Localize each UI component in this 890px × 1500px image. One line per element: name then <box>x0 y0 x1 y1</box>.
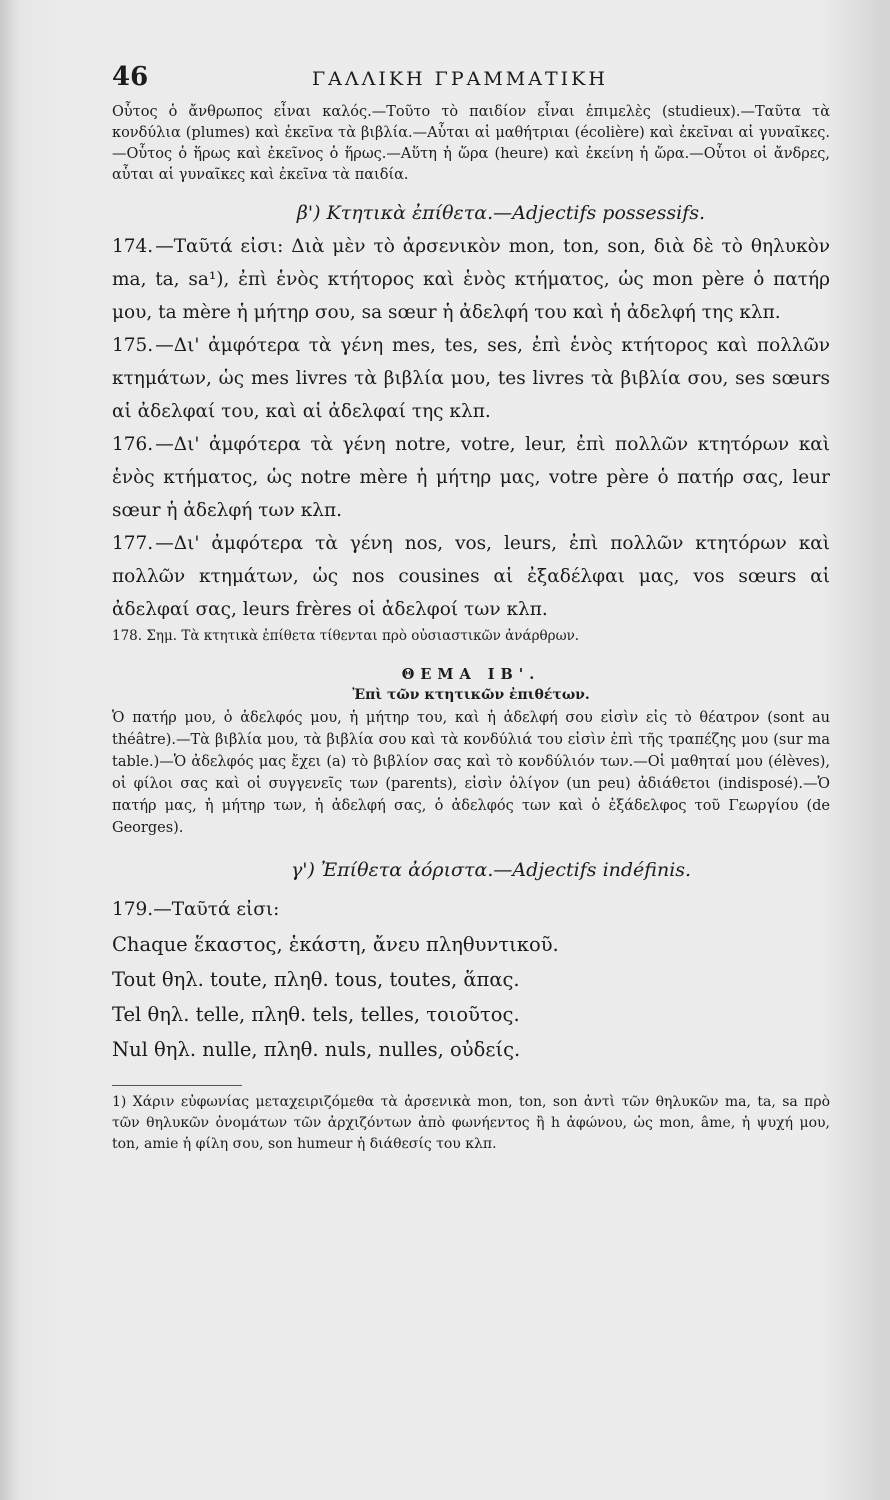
paragraph-text: —Δι' ἀμφότερα τὰ γένη nos, vos, leurs, ἐπὶ πολλῶν κτητόρων καὶ πολλῶν κτημάτων, ὡς nos cousines αἱ ἐξαδέλφαι μας, vos sœurs αἱ ἀδελφαί σας, leurs frères οἱ ἀδελφοί των κλπ. <box>112 533 830 620</box>
paragraph-text: —Δι' ἀμφότερα τὰ γένη mes, tes, ses, ἐπὶ ἑνὸς κτήτορος καὶ πολλῶν κτημάτων, ὡς mes livres τὰ βιβλία μου, tes livres τὰ βιβλία σου, ses sœurs αἱ ἀδελφαί του, καὶ αἱ ἀδελφαί της κλπ. <box>112 335 830 422</box>
paragraph-179 <box>112 893 830 927</box>
exercise-title: ΘΕΜΑ ΙΒ'. <box>401 666 541 683</box>
footnote-divider <box>112 1085 242 1086</box>
page-header <box>112 62 830 92</box>
list-item: Tel θηλ. telle, πληθ. tels, telles, τοιοῦτος. <box>112 1003 520 1026</box>
paragraph-176 <box>112 428 830 527</box>
paragraph-number: 175. <box>112 335 154 356</box>
paragraph-number: 177. <box>112 533 154 554</box>
paragraph-number: 176. <box>112 434 154 455</box>
paragraph-175 <box>112 329 830 428</box>
paragraph-177 <box>112 527 830 626</box>
list-item: Tout θηλ. toute, πληθ. tous, toutes, ἅπας. <box>112 968 520 991</box>
running-title: ΓΑΛΛΙΚΗ ΓΡΑΜΜΑΤΙΚΗ <box>312 68 608 90</box>
paragraph-text: —Ταῦτά εἰσι: Διὰ μὲν τὸ ἀρσενικὸν mon, ton, son, διὰ δὲ τὸ θηλυκὸν ma, ta, sa¹), ἐπὶ ἑνὸς κτήτορος καὶ ἑνὸς κτήματος, ὡς mon père ὁ πατήρ μου, ta mère ἡ μήτηρ σου, sa sœur ἡ ἀδελφή του καὶ ἡ ἀδελφή της κλπ. <box>112 236 830 323</box>
page-number: 46 <box>112 62 149 92</box>
exercise-subtitle: Ἐπὶ τῶν κτητικῶν ἐπιθέτων. <box>352 687 590 703</box>
note-178: 178. Σημ. Τὰ κτητικὰ ἐπίθετα τίθενται πρὸ οὐσιαστικῶν ἀνάρθρων. <box>112 628 580 644</box>
paragraph-text: —Δι' ἀμφότερα τὰ γένη notre, votre, leur, ἐπὶ πολλῶν κτητόρων καὶ ἑνὸς κτήματος, ὡς notre mère ἡ μήτηρ μας, votre père ὁ πατήρ σας, leur sœur ἡ ἀδελφή των κλπ. <box>112 434 830 521</box>
paragraph-number: 179. <box>112 899 154 920</box>
footnote: 1) Χάριν εὐφωνίας μεταχειριζόμεθα τὰ ἀρσενικὰ mon, ton, son ἀντὶ τῶν θηλυκῶν ma, ta, sa πρὸ τῶν θηλυκῶν ὀνομάτων τῶν ἀρχιζόντων ἀπὸ φωνήεντος ἢ h ἀφώνου, ὡς mon, âme, ἡ ψυχή μου, ton, amie ἡ φίλη σου, son humeur ἡ διάθεσίς του κλπ. <box>112 1094 830 1152</box>
paragraph-number: 174. <box>112 236 154 257</box>
section-heading-indefinite: γ') Ἐπίθετα ἀόριστα.—Adjectifs indéfinis. <box>290 859 692 881</box>
paragraph-text: —Ταῦτά εἰσι: <box>153 899 280 920</box>
list-item: Nul θηλ. nulle, πληθ. nuls, nulles, οὐδείς. <box>112 1038 521 1061</box>
list-item: Chaque ἕκαστος, ἑκάστη, ἄνευ πληθυντικοῦ. <box>112 933 559 956</box>
indefinite-adjectives-list <box>112 927 830 1067</box>
exercise-text: Ὁ πατήρ μου, ὁ ἀδελφός μου, ἡ μήτηρ του, καὶ ἡ ἀδελφή σου εἰσὶν εἰς τὸ θέατρον (sont au théâtre).—Τὰ βιβλία μου, τὰ βιβλία σου καὶ τὰ κονδύλιά του εἰσὶν ἐπὶ τῆς τραπέζης μου (sur ma table.)—Ὁ ἀδελφός μας ἔχει (a) τὸ βιβλίον σας καὶ τὸ κονδύλιόν των.—Οἱ μαθηταί μου (élèves), οἱ φίλοι σας καὶ οἱ συγγενεῖς των (parents), εἰσὶν ὀλίγον (un peu) ἀδιάθετοι (indisposé).—Ὁ πατήρ μας, ἡ μήτηρ των, ἡ ἀδελφή σας, ὁ ἀδελφός των καὶ ὁ ἐξάδελφος τοῦ Γεωργίου (de Georges). <box>112 710 830 836</box>
paragraph-174 <box>112 230 830 329</box>
section-heading-possessive: β') Κτητικὰ ἐπίθετα.—Adjectifs possessifs. <box>296 202 706 224</box>
demonstrative-examples: Οὗτος ὁ ἄνθρωπος εἶναι καλός.—Τοῦτο τὸ παιδίον εἶναι ἐπιμελὲς (studieux).—Ταῦτα τὰ κονδύλια (plumes) καὶ ἐκεῖνα τὰ βιβλία.—Αὗται αἱ μαθήτριαι (écolière) καὶ ἐκεῖναι αἱ γυναῖκες.—Οὗτος ὁ ἥρως καὶ ἐκεῖνος ὁ ἥρως.—Αὕτη ἡ ὥρα (heure) καὶ ἐκείνη ἡ ὥρα.—Οὗτοι οἱ ἄνδρες, αὗται αἱ γυναῖκες καὶ ἐκεῖνα τὰ παιδία. <box>112 104 830 183</box>
